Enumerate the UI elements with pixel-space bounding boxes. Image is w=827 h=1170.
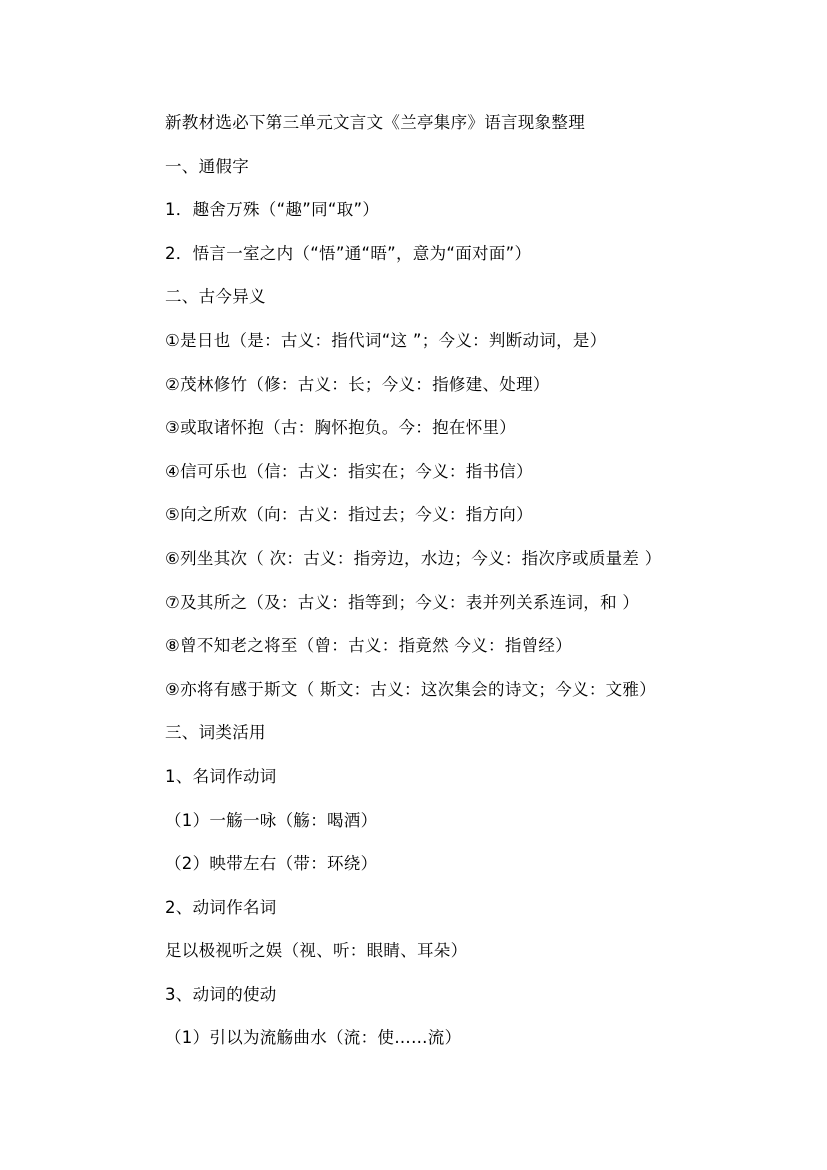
text-line: ⑥列坐其次（ 次：古义：指旁边，水边；今义：指次序或质量差 ） <box>165 548 662 568</box>
text-line: ⑨亦将有感于斯文（ 斯文：古义：这次集会的诗文；今义：文雅） <box>165 679 657 699</box>
section-heading-gujinyiyi: 二、古今异义 <box>165 287 266 307</box>
text-line: ②茂林修竹（修：古义：长；今义：指修建、处理） <box>165 374 550 394</box>
section-heading-cileihuoyong: 三、词类活用 <box>165 723 266 743</box>
text-line: 1．趣舍万殊（“趣”同“取”） <box>165 200 380 220</box>
subsection-heading: 2、动词作名词 <box>165 897 277 917</box>
text-line: （1）一觞一咏（觞：喝酒） <box>165 810 378 830</box>
text-line: ④信可乐也（信：古义：指实在；今义：指书信） <box>165 461 533 481</box>
text-line: ①是日也（是：古义：指代词“这 ”；今义：判断动词，是） <box>165 330 607 350</box>
section-heading-tongjiazi: 一、通假字 <box>165 156 249 176</box>
text-line: ⑤向之所欢（向：古义：指过去；今义：指方向） <box>165 505 533 525</box>
subsection-heading: 3、动词的使动 <box>165 984 277 1004</box>
text-line: （2）映带左右（带：环绕） <box>165 854 378 874</box>
document-title: 新教材选必下第三单元文言文《兰亭集序》语言现象整理 <box>165 113 585 132</box>
text-line: ⑦及其所之（及：古义：指等到；今义：表并列关系连词，和 ） <box>165 592 640 612</box>
text-line: （1）引以为流觞曲水（流：使……流） <box>165 1028 462 1048</box>
text-line: ③或取诸怀抱（古：胸怀抱负。今：抱在怀里） <box>165 418 517 438</box>
text-line: 2．悟言一室之内（“悟”通“晤”，意为“面对面”） <box>165 243 532 263</box>
text-line: ⑧曾不知老之将至（曾：古义：指竟然 今义：指曾经） <box>165 636 573 656</box>
text-line: 足以极视听之娱（视、听：眼睛、耳朵） <box>165 941 468 961</box>
document-content <box>165 108 765 1067</box>
subsection-heading: 1、名词作动词 <box>165 766 277 786</box>
